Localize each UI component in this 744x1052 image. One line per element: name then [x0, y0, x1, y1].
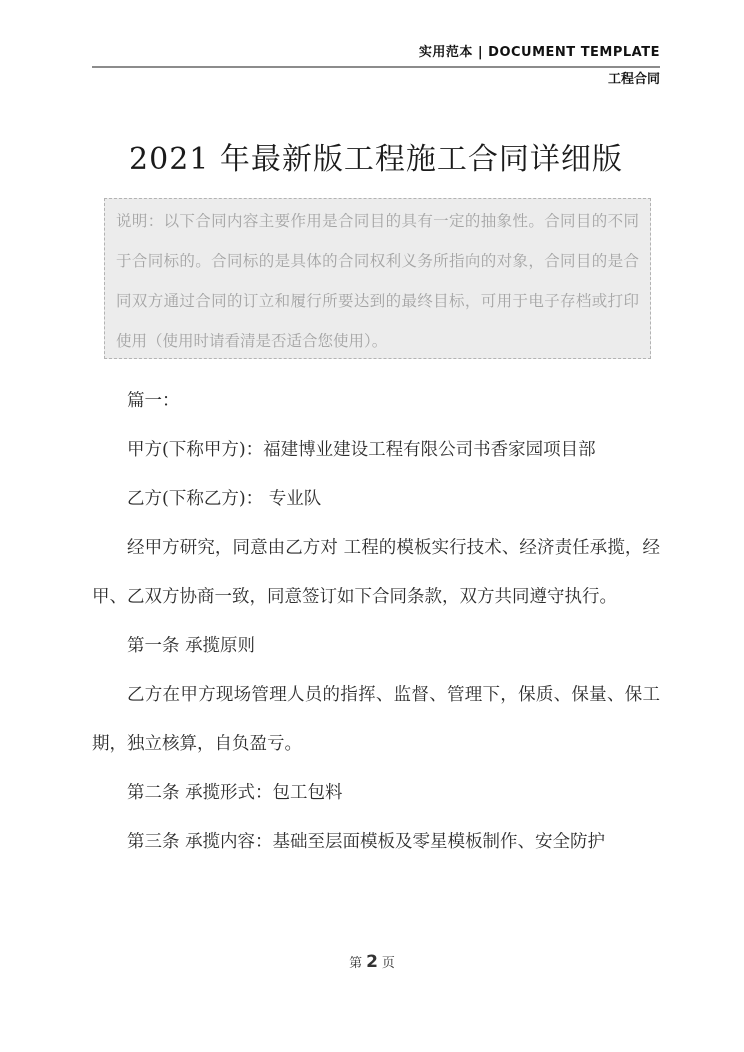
footer-prefix: 第 [349, 956, 363, 971]
document-body [92, 377, 660, 867]
page-header [92, 44, 660, 89]
document-title: 2021 年最新版工程施工合同详细版 [129, 142, 623, 177]
footer-suffix: 页 [381, 956, 395, 971]
footer-page-number: 2 [366, 952, 378, 972]
paragraph-party-b: 乙方(下称乙方)： 专业队 [127, 489, 322, 509]
header-doc-type: 工程合同 [607, 72, 660, 87]
header-rule [92, 66, 660, 68]
note-box [104, 198, 651, 359]
paragraph-clause-1-body: 乙方在甲方现场管理人员的指挥、监督、管理下，保质、保量、保工期，独立核算，自负盈亏。 [92, 685, 660, 754]
paragraph-party-a: 甲方(下称甲方)：福建博业建设工程有限公司书香家园项目部 [127, 440, 596, 460]
page-footer [0, 952, 744, 972]
paragraph-section-label: 篇一： [127, 391, 180, 411]
paragraph-clause-2: 第二条 承揽形式：包工包料 [127, 783, 343, 803]
note-text: 说明：以下合同内容主要作用是合同目的具有一定的抽象性。合同目的不同于合同标的。合同标的是具体的合同权利义务所指向的对象，合同目的是合同双方通过合同的订立和履行所要达到的最终目标，可用于电子存档或打印使用（使用时请看清是否适合您使用）。 [116, 212, 639, 350]
paragraph-clause-1: 第一条 承揽原则 [127, 636, 256, 656]
header-brand: 实用范本 | DOCUMENT TEMPLATE [418, 45, 660, 60]
paragraph-intro: 经甲方研究，同意由乙方对 工程的模板实行技术、经济责任承揽，经甲、乙双方协商一致，同意签订如下合同条款，双方共同遵守执行。 [92, 538, 660, 607]
paragraph-clause-3: 第三条 承揽内容：基础至层面模板及零星模板制作、安全防护 [127, 832, 606, 852]
